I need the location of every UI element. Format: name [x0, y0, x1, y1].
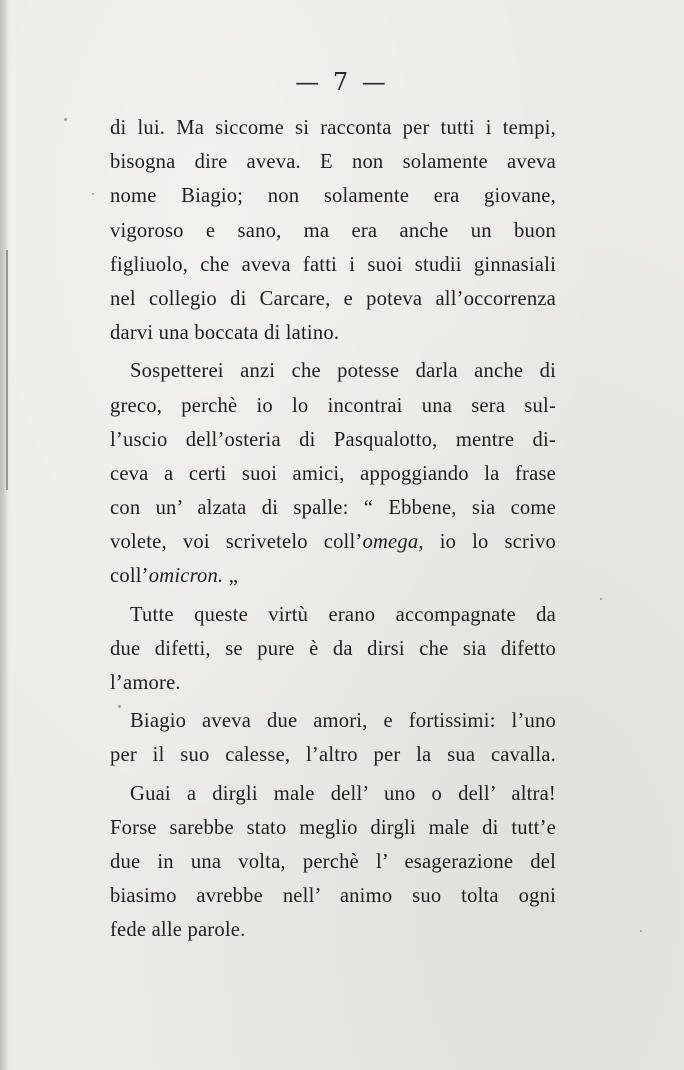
scan-speck	[64, 118, 67, 121]
text-line: due in una volta, perchè l’ esagerazione del	[110, 850, 556, 873]
italic-word: omega,	[362, 531, 424, 554]
body-text	[110, 111, 556, 948]
text-line	[110, 559, 556, 593]
text-line: due difetti, se pure è da dirsi che sia difetto	[110, 637, 556, 660]
text-line: nel collegio di Carcare, e poteva all’occorrenza	[110, 287, 556, 310]
italic-word: omicron.	[148, 565, 224, 588]
binding-shadow-line	[6, 250, 8, 490]
page-number: — 7 —	[295, 68, 389, 96]
text-line: l’amore.	[110, 672, 181, 694]
text-line: Tutte queste virtù erano accompagnate da	[130, 603, 556, 626]
text-line: Sospetterei anzi che potesse darla anche di	[130, 360, 556, 383]
scan-speck	[600, 598, 602, 600]
scan-speck	[118, 705, 121, 708]
text-line	[110, 525, 556, 559]
text-line: Forse sarebbe stato meglio dirgli male di tutt’e	[110, 816, 556, 839]
text-line: Guai a dirgli male dell’ uno o dell’ altra!	[130, 782, 556, 805]
text-line: con un’ alzata di spalle: “ Ebbene, sia come	[110, 497, 556, 520]
text-line: figliuolo, che aveva fatti i suoi studii ginnasiali	[110, 253, 556, 276]
text-run: coll’	[110, 565, 149, 588]
text-line: nome Biagio; non solamente era giovane,	[110, 185, 556, 208]
text-line: fede alle parole.	[110, 919, 246, 942]
text-line: per il suo calesse, l’altro per la sua cavalla.	[110, 744, 556, 767]
text-line: di lui. Ma siccome si racconta per tutti i tempi,	[110, 117, 556, 139]
page-binding-edge	[0, 0, 9, 1070]
text-line: greco, perchè io lo incontrai una sera sul-	[110, 394, 556, 417]
text-line: l’uscio dell’osteria di Pasqualotto, mentre di-	[110, 428, 556, 451]
text-line: vigoroso e sano, ma era anche un buon	[110, 219, 556, 242]
scan-speck	[640, 930, 642, 932]
text-run: volete, voi scrivetelo coll’	[110, 531, 363, 554]
text-line: ceva a certi suoi amici, appoggiando la frase	[110, 462, 556, 485]
text-line: Biagio aveva due amori, e fortissimi: l’uno	[130, 710, 556, 733]
text-line: biasimo avrebbe nell’ animo suo tolta ogni	[110, 885, 556, 908]
text-line: bisogna dire aveva. E non solamente aveva	[110, 151, 556, 174]
scan-speck	[92, 193, 94, 195]
text-run: „	[223, 565, 239, 588]
text-run: io lo scrivo	[423, 531, 556, 554]
text-line: darvi una boccata di latino.	[110, 322, 340, 345]
